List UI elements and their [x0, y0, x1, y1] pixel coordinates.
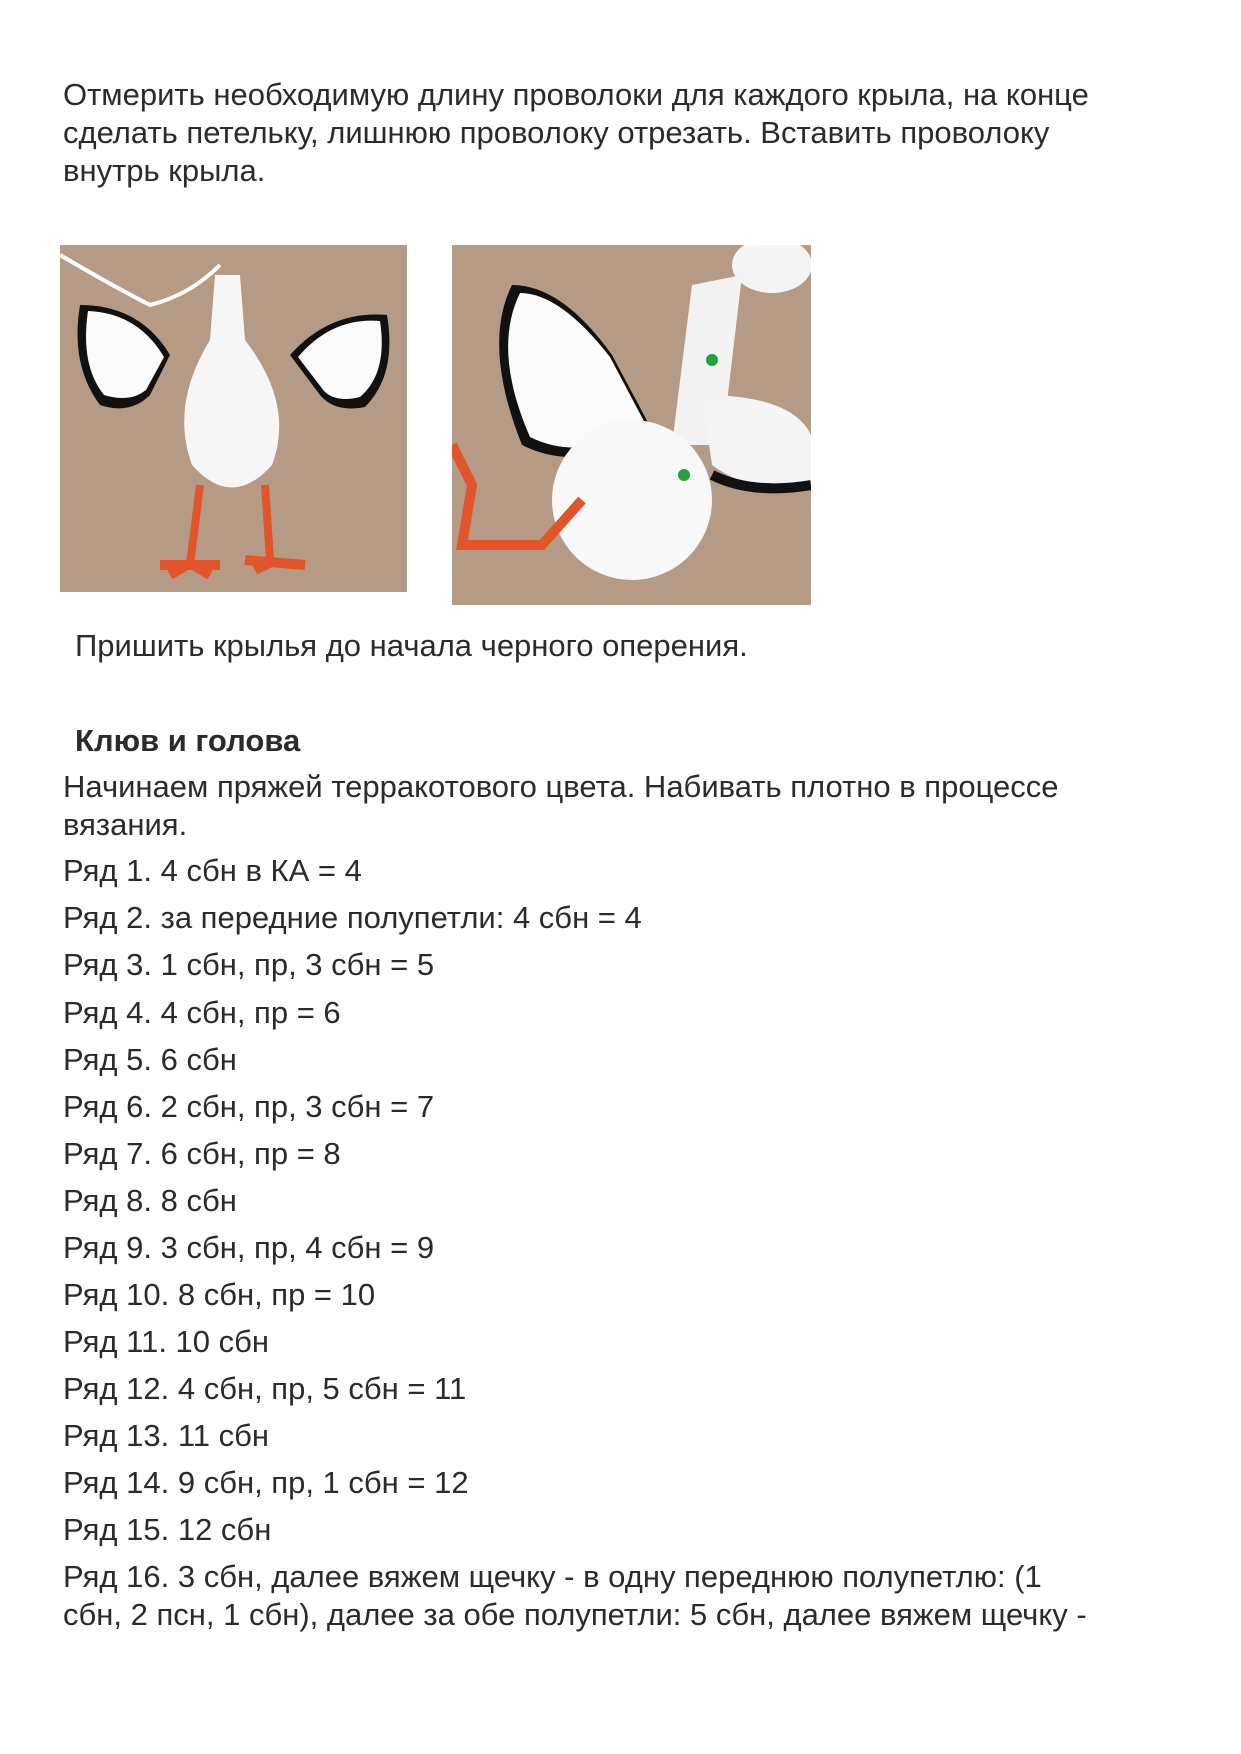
- stork-side-illustration: [452, 245, 811, 605]
- photo-stork-front: [60, 245, 407, 592]
- pattern-row: Ряд 14. 9 сбн, пр, 1 сбн = 12: [63, 1465, 469, 1500]
- pattern-row: Ряд 6. 2 сбн, пр, 3 сбн = 7: [63, 1089, 435, 1124]
- pattern-row: Ряд 1. 4 сбн в КА = 4: [63, 853, 362, 888]
- lead-line: Начинаем пряжей терракотового цвета. Набивать плотно в процессе: [63, 769, 1059, 804]
- pattern-row: Ряд 16. 3 сбн, далее вяжем щечку - в одну переднюю полупетлю: (1: [63, 1559, 1042, 1594]
- intro-paragraph: [63, 76, 1089, 190]
- pattern-row: Ряд 13. 11 сбн: [63, 1418, 270, 1453]
- pattern-row: сбн, 2 псн, 1 сбн), далее за обе полупетли: 5 сбн, далее вяжем щечку -: [63, 1597, 1087, 1632]
- pattern-row: Ряд 9. 3 сбн, пр, 4 сбн = 9: [63, 1230, 435, 1265]
- pattern-row: Ряд 15. 12 сбн: [63, 1512, 272, 1547]
- pattern-row: Ряд 4. 4 сбн, пр = 6: [63, 995, 341, 1030]
- pattern-row: Ряд 5. 6 сбн: [63, 1042, 237, 1077]
- stork-front-illustration: [60, 245, 407, 592]
- intro-line: сделать петельку, лишнюю проволоку отрезать. Вставить проволоку: [63, 115, 1050, 150]
- pattern-row: Ряд 3. 1 сбн, пр, 3 сбн = 5: [63, 947, 435, 982]
- pattern-row: Ряд 7. 6 сбн, пр = 8: [63, 1136, 341, 1171]
- caption: Пришить крылья до начала черного оперения.: [75, 628, 748, 663]
- pattern-row: Ряд 12. 4 сбн, пр, 5 сбн = 11: [63, 1371, 467, 1406]
- intro-line: Отмерить необходимую длину проволоки для каждого крыла, на конце: [63, 77, 1089, 112]
- section-heading: Клюв и голова: [75, 723, 301, 758]
- pattern-row: Ряд 10. 8 сбн, пр = 10: [63, 1277, 376, 1312]
- lead-line: вязания.: [63, 807, 188, 842]
- pattern-row: Ряд 8. 8 сбн: [63, 1183, 237, 1218]
- photo-stork-side: [452, 245, 811, 605]
- pattern-row: Ряд 2. за передние полупетли: 4 сбн = 4: [63, 900, 642, 935]
- intro-line: внутрь крыла.: [63, 153, 266, 188]
- pattern-row: Ряд 11. 10 сбн: [63, 1324, 270, 1359]
- section-lead: [63, 768, 1058, 844]
